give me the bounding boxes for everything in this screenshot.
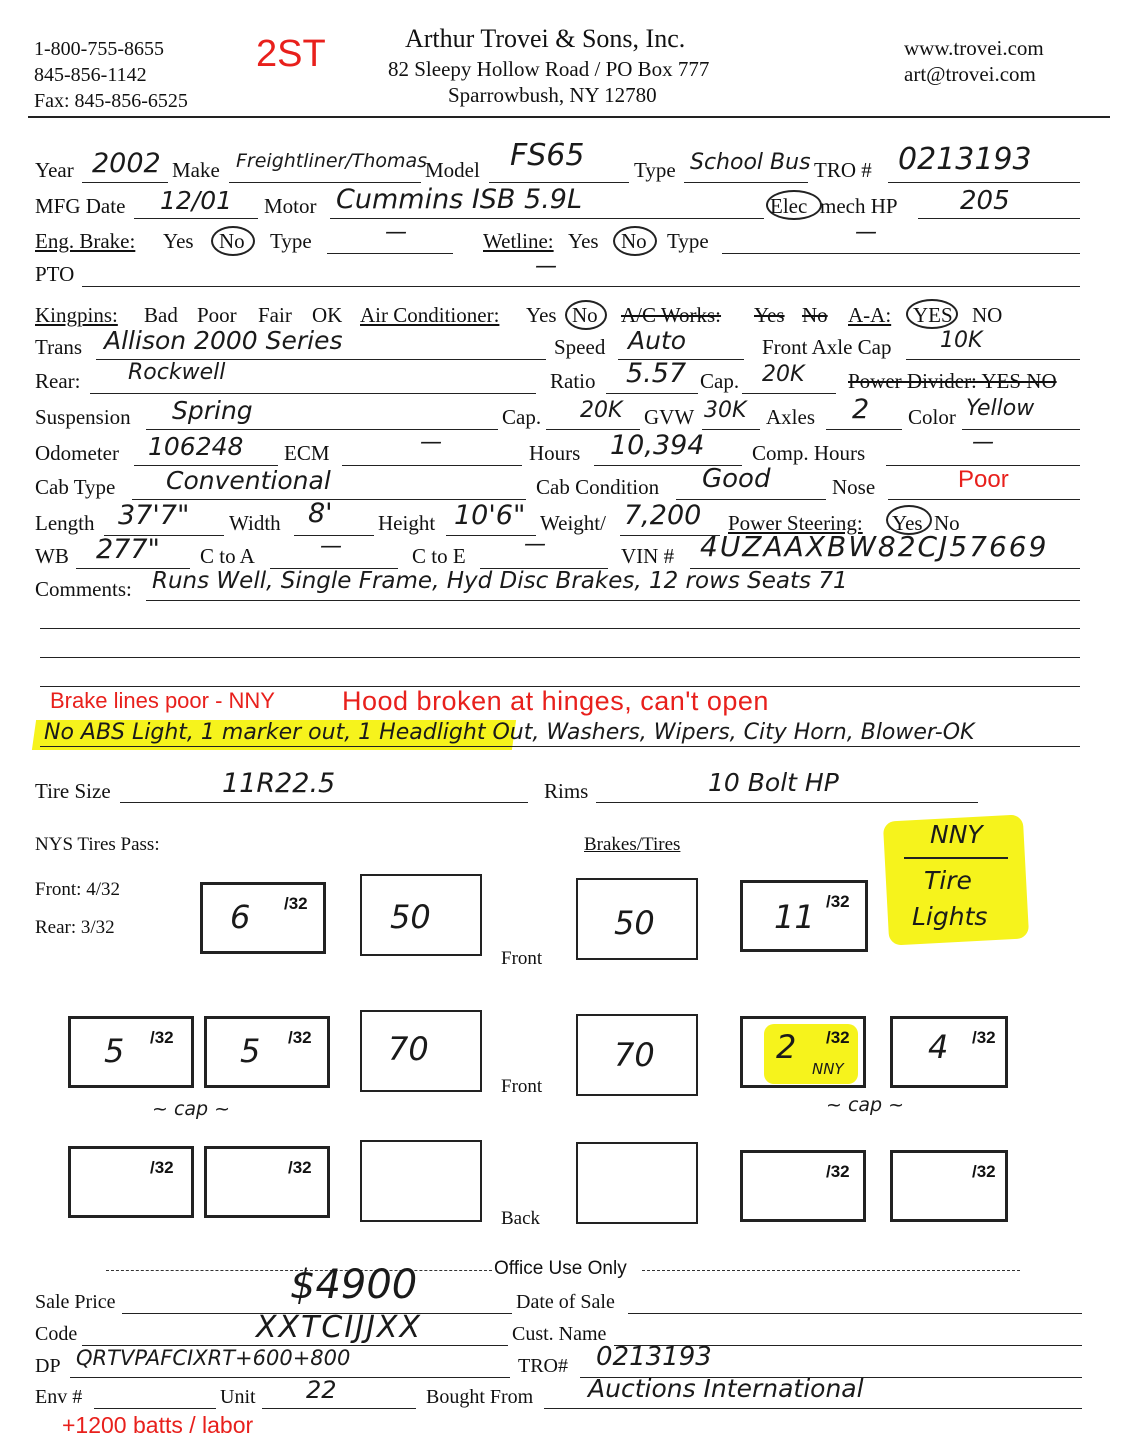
label-axles: Axles (766, 405, 815, 429)
label-cab-type: Cab Type (35, 475, 116, 499)
website: www.trovei.com (904, 36, 1044, 60)
value-c-to-e: — (524, 532, 546, 557)
label-kingpins-fair: Fair (258, 303, 292, 327)
company-name: Arthur Trovei & Sons, Inc. (405, 24, 686, 53)
label-c-to-e: C to E (412, 544, 466, 568)
label-front-1: Front (501, 948, 543, 969)
label-motor: Motor (264, 194, 317, 218)
label-c-to-a: C to A (200, 544, 255, 568)
note-lights: Lights (912, 902, 988, 931)
label-ac-yes: Yes (526, 303, 557, 327)
label-susp-cap: Cap. (502, 405, 542, 429)
label-color: Color (908, 405, 956, 429)
label-length: Length (35, 511, 95, 535)
value-rear: Rockwell (128, 360, 226, 385)
cap-note-right: ~ cap ~ (826, 1094, 905, 1116)
frac-back-2: /32 (288, 1158, 312, 1177)
phone-2: 845-856-1142 (34, 64, 147, 86)
value-comp-hours: — (972, 430, 994, 455)
value-make: Freightliner/Thomas (236, 150, 428, 172)
label-power-steering-no: No (934, 511, 960, 535)
value-rear-cap: 20K (762, 362, 805, 387)
label-speed: Speed (554, 335, 606, 359)
label-height: Height (378, 511, 436, 535)
label-model: Model (425, 158, 480, 182)
label-sale-price: Sale Price (35, 1291, 116, 1313)
header-rule (28, 116, 1110, 118)
value-hours: 10,394 (610, 430, 705, 461)
value-c-to-a: — (320, 534, 342, 559)
label-wb: WB (35, 544, 69, 568)
value-sale-price: $4900 (290, 1262, 418, 1308)
label-nose: Nose (832, 475, 876, 499)
brake-front-right: 50 (614, 904, 655, 942)
label-rear-pass: Rear: 3/32 (35, 917, 115, 938)
label-cab-condition: Cab Condition (536, 475, 660, 499)
value-trans: Allison 2000 Series (104, 326, 343, 355)
value-comments-1: Runs Well, Single Frame, Hyd Disc Brakes, 12 rows Seats 71 (152, 568, 848, 594)
label-front-2: Front (501, 1076, 543, 1097)
label-tire-size: Tire Size (35, 779, 111, 803)
tread-rear-3-note: NNY (812, 1060, 844, 1078)
tread-box-rear-2 (204, 1016, 330, 1088)
value-front-axle-cap: 10K (940, 328, 983, 353)
label-rear-cap: Cap. (700, 369, 740, 393)
frac-rear-1: /32 (150, 1028, 174, 1047)
brake-rear-right: 70 (614, 1036, 655, 1074)
brake-rear-left: 70 (388, 1030, 429, 1068)
frac-back-4: /32 (972, 1162, 996, 1181)
value-cab-type: Conventional (166, 466, 331, 495)
tread-rear-2: 5 (240, 1032, 261, 1070)
label-date-of-sale: Date of Sale (516, 1291, 615, 1313)
tread-box-front-left (200, 882, 326, 954)
label-make: Make (172, 158, 220, 182)
value-code: XXTCIJJXX (256, 1310, 423, 1345)
tread-box-back-3 (740, 1150, 866, 1222)
label-eng-brake-yes: Yes (163, 229, 194, 253)
frac-back-3: /32 (826, 1162, 850, 1181)
label-kingpins: Kingpins: (35, 303, 118, 327)
frac-rear-3: /32 (826, 1028, 850, 1047)
tread-box-back-1 (68, 1146, 194, 1218)
tread-rear-4: 4 (928, 1028, 949, 1066)
label-wetline-yes: Yes (568, 229, 599, 253)
value-speed: Auto (628, 326, 687, 355)
label-wetline-no: No (621, 229, 647, 253)
label-power-steering: Power Steering: (728, 511, 863, 535)
label-rims: Rims (544, 779, 589, 803)
value-bought-from: Auctions International (588, 1374, 864, 1403)
label-ac-no: No (572, 303, 598, 327)
label-tro2: TRO# (518, 1355, 568, 1377)
value-tire-size: 11R22.5 (222, 768, 336, 799)
frac-rear-4: /32 (972, 1028, 996, 1047)
tread-rear-1: 5 (104, 1032, 125, 1070)
value-susp-cap: 20K (580, 398, 623, 423)
value-dp: QRTVPAFCIXRT+600+800 (76, 1346, 351, 1370)
tread-box-back-2 (204, 1146, 330, 1218)
label-eng-brake-no: No (219, 229, 245, 253)
value-motor: Cummins ISB 5.9L (336, 184, 583, 215)
company-address-2: Sparrowbush, NY 12780 (448, 83, 657, 107)
label-ratio: Ratio (550, 369, 596, 393)
value-wb: 277" (96, 534, 160, 565)
value-length: 37'7" (118, 500, 190, 531)
label-kingpins-bad: Bad (144, 303, 178, 327)
value-year: 2002 (92, 148, 161, 179)
email: art@trovei.com (904, 62, 1036, 86)
label-ecm: ECM (284, 441, 330, 465)
label-comp-hours: Comp. Hours (752, 441, 866, 465)
value-mfg-date: 12/01 (160, 186, 233, 215)
company-address-1: 82 Sleepy Hollow Road / PO Box 777 (388, 57, 710, 81)
note-batts-labor: +1200 batts / labor (62, 1412, 254, 1438)
label-year: Year (35, 158, 74, 182)
label-pto: PTO (35, 262, 75, 286)
label-aa-no: NO (972, 303, 1003, 327)
label-back: Back (501, 1208, 541, 1229)
cap-note-left: ~ cap ~ (152, 1098, 231, 1120)
note-tire: Tire (924, 866, 972, 895)
label-office-use: Office Use Only (494, 1258, 627, 1279)
label-env: Env # (35, 1386, 83, 1408)
label-suspension: Suspension (35, 405, 131, 429)
frac-front-right: /32 (826, 892, 850, 911)
value-type: School Bus (690, 150, 811, 175)
brake-front-left: 50 (390, 898, 431, 936)
tread-front-left: 6 (230, 898, 251, 936)
label-aa-yes: YES (913, 303, 953, 327)
frac-front-left: /32 (284, 894, 308, 913)
note-hood: Hood broken at hinges, can't open (342, 686, 769, 716)
label-eng-brake: Eng. Brake: (35, 229, 136, 253)
label-hours: Hours (529, 441, 581, 465)
value-cab-condition: Good (702, 464, 771, 494)
value-rims: 10 Bolt HP (708, 768, 839, 797)
label-wetline-type: Type (667, 229, 709, 253)
label-front-axle-cap: Front Axle Cap (762, 335, 892, 359)
value-color: Yellow (966, 396, 1035, 421)
label-trans: Trans (35, 335, 83, 359)
label-odometer: Odometer (35, 441, 119, 465)
label-air-conditioner: Air Conditioner: (360, 303, 500, 327)
label-nys-tires-pass: NYS Tires Pass: (35, 834, 160, 855)
label-brakes-tires: Brakes/Tires (584, 834, 681, 855)
note-nny: NNY (930, 820, 983, 849)
value-width: 8' (308, 498, 333, 529)
tread-box-back-4 (890, 1150, 1008, 1222)
value-model: FS65 (510, 138, 585, 173)
label-tro: TRO # (814, 158, 872, 182)
value-pto: — (535, 254, 557, 279)
label-elec: Elec (770, 194, 808, 218)
label-weight: Weight/ (540, 511, 606, 535)
label-rear: Rear: (35, 369, 81, 393)
label-wetline: Wetline: (483, 229, 554, 253)
label-power-steering-yes: Yes (892, 511, 923, 535)
tread-box-rear-4 (890, 1016, 1008, 1088)
label-mech-hp: mech HP (820, 194, 898, 218)
frac-rear-2: /32 (288, 1028, 312, 1047)
value-nose: Poor (958, 466, 1009, 493)
label-kingpins-poor: Poor (197, 303, 237, 327)
label-code: Code (35, 1323, 78, 1345)
value-ratio: 5.57 (626, 358, 687, 389)
label-ac-works-no: No (802, 303, 828, 327)
label-vin: VIN # (621, 544, 675, 568)
brake-box-back-left (360, 1140, 482, 1222)
label-gvw: GVW (644, 405, 695, 429)
value-tro: 0213193 (898, 142, 1032, 177)
value-odometer: 106248 (148, 432, 244, 461)
tread-box-rear-1 (68, 1016, 194, 1088)
label-power-divider: Power Divider: YES NO (848, 369, 1057, 393)
value-hp: 205 (960, 186, 1010, 216)
label-type: Type (634, 158, 676, 182)
label-width: Width (229, 511, 281, 535)
label-ac-works-yes: Yes (754, 303, 785, 327)
frac-back-1: /32 (150, 1158, 174, 1177)
value-wetline-type: — (855, 220, 877, 245)
value-height: 10'6" (454, 500, 526, 531)
value-unit: 22 (306, 1376, 337, 1404)
label-aa: A-A: (848, 303, 892, 327)
label-comments: Comments: (35, 577, 132, 601)
note-brake-lines: Brake lines poor - NNY (50, 688, 275, 713)
label-dp: DP (35, 1355, 61, 1377)
label-eng-brake-type: Type (270, 229, 312, 253)
tread-front-right: 11 (774, 898, 815, 936)
tread-rear-3: 2 (776, 1028, 797, 1066)
label-mfg-date: MFG Date (35, 194, 126, 218)
fax: Fax: 845-856-6525 (34, 90, 188, 112)
value-axles: 2 (852, 394, 870, 425)
value-ecm: — (420, 430, 442, 455)
value-tro2: 0213193 (596, 1342, 712, 1372)
value-eng-brake-type: — (385, 220, 407, 245)
phone-1: 1-800-755-8655 (34, 38, 164, 60)
brake-box-back-right (576, 1142, 698, 1224)
label-cust-name: Cust. Name (512, 1323, 607, 1345)
value-weight: 7,200 (624, 500, 702, 531)
label-unit: Unit (220, 1386, 256, 1408)
label-kingpins-ok: OK (312, 303, 343, 327)
label-front-pass: Front: 4/32 (35, 879, 120, 900)
label-bought-from: Bought From (426, 1386, 534, 1408)
value-gvw: 30K (704, 398, 747, 423)
value-vin: 4UZAAXBW82CJ57669 (700, 530, 1049, 563)
stamp-2st: 2ST (256, 33, 326, 75)
value-comments-2: No ABS Light, 1 marker out, 1 Headlight Out, Washers, Wipers, City Horn, Blower-OK (44, 720, 975, 745)
value-suspension: Spring (172, 396, 253, 425)
label-ac-works: A/C Works: (621, 303, 722, 327)
